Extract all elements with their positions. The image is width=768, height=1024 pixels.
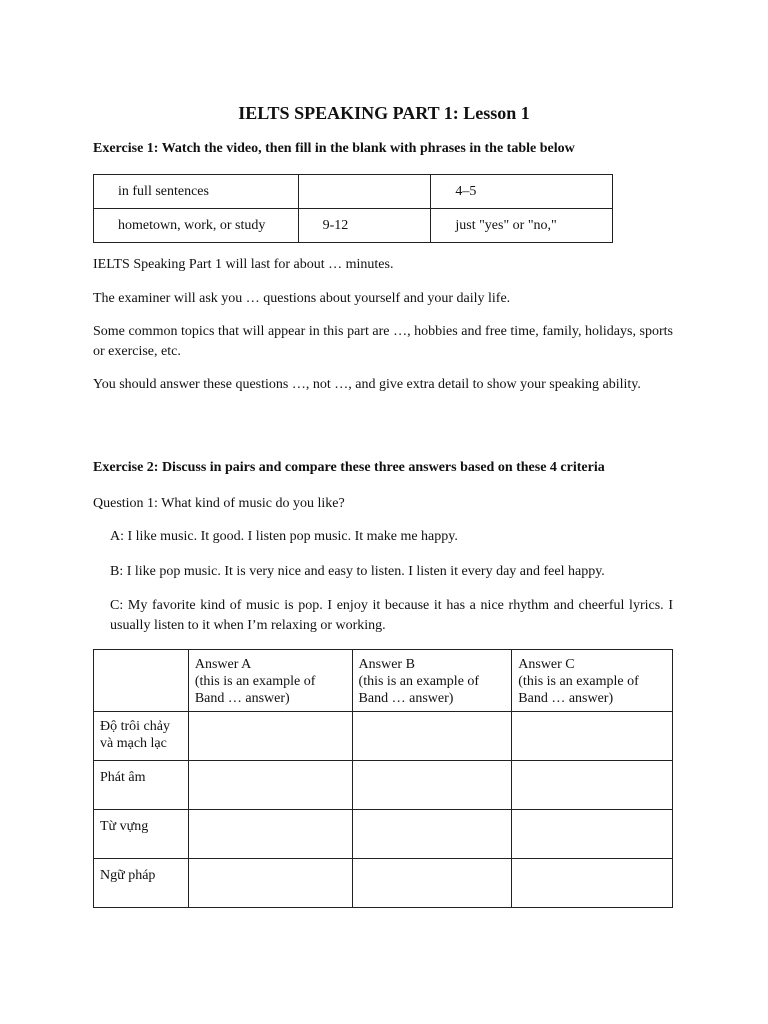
table-row [94,712,673,761]
answer-b: B: I like pop music. It is very nice and easy to listen. I listen it every day and feel happy. [110,564,605,579]
row-label-grammar: Ngữ pháp [94,859,189,908]
header-line: Band … answer) [194,691,290,706]
table-header-row [94,650,673,712]
table-cell [352,712,512,761]
header-line: (this is an example of [518,674,639,689]
header-line: Band … answer) [358,691,454,706]
table-cell [352,859,512,908]
table-cell [352,810,512,859]
table-cell [352,761,512,810]
exercise-1-phrase-table [93,174,613,243]
header-line: (this is an example of [358,674,480,689]
table-cell: in full sentences [94,175,299,209]
page-title: IELTS SPEAKING PART 1: Lesson 1 [238,103,530,123]
row-label-pronunciation: Phát âm [94,761,189,810]
table-row [94,209,613,243]
table-cell [298,175,431,209]
table-cell: hometown, work, or study [94,209,299,243]
paragraph-answer-advice: You should answer these questions …, not …, and give extra detail to show your speaking ability. [93,377,641,392]
table-cell [512,712,673,761]
header-line: Answer C [518,657,575,672]
criteria-table [93,649,673,908]
table-cell: just "yes" or "no," [431,209,613,243]
table-cell [512,810,673,859]
table-cell [512,859,673,908]
table-cell [512,761,673,810]
column-header-answer-b [352,650,512,712]
header-line: Answer B [358,657,415,672]
question-text: Question 1: What kind of music do you like? [93,496,345,511]
answer-c: C: My favorite kind of music is pop. I enjoy it because it has a nice rhythm and cheerful lyrics. I usually listen to it when I’m relaxing or working. [110,598,673,633]
header-line: (this is an example of [194,674,316,689]
table-row [94,175,613,209]
table-row [94,859,673,908]
table-cell [188,810,352,859]
paragraph-topics: Some common topics that will appear in this part are …, hobbies and free time, family, holidays, sports or exercise, etc. [93,324,673,359]
paragraph-duration: IELTS Speaking Part 1 will last for about … minutes. [93,257,394,272]
table-row [94,761,673,810]
table-cell: 4–5 [431,175,613,209]
header-line: Answer A [194,657,252,672]
exercise-1-heading: Exercise 1: Watch the video, then fill in the blank with phrases in the table below [93,141,575,156]
row-label-fluency: Độ trôi chảy và mạch lạc [94,712,189,761]
table-cell [188,859,352,908]
exercise-2-heading: Exercise 2: Discuss in pairs and compare these three answers based on these 4 criteria [93,460,605,475]
header-line: Band … answer) [518,691,614,706]
table-cell: 9-12 [298,209,431,243]
paragraph-questions: The examiner will ask you … questions about yourself and your daily life. [93,291,511,306]
answer-a: A: I like music. It good. I listen pop music. It make me happy. [110,529,458,544]
column-header-answer-c [512,650,673,712]
column-header-answer-a [188,650,352,712]
table-cell [188,712,352,761]
table-row [94,810,673,859]
table-cell [188,761,352,810]
table-cell [94,650,189,712]
row-label-vocabulary: Từ vựng [94,810,189,859]
